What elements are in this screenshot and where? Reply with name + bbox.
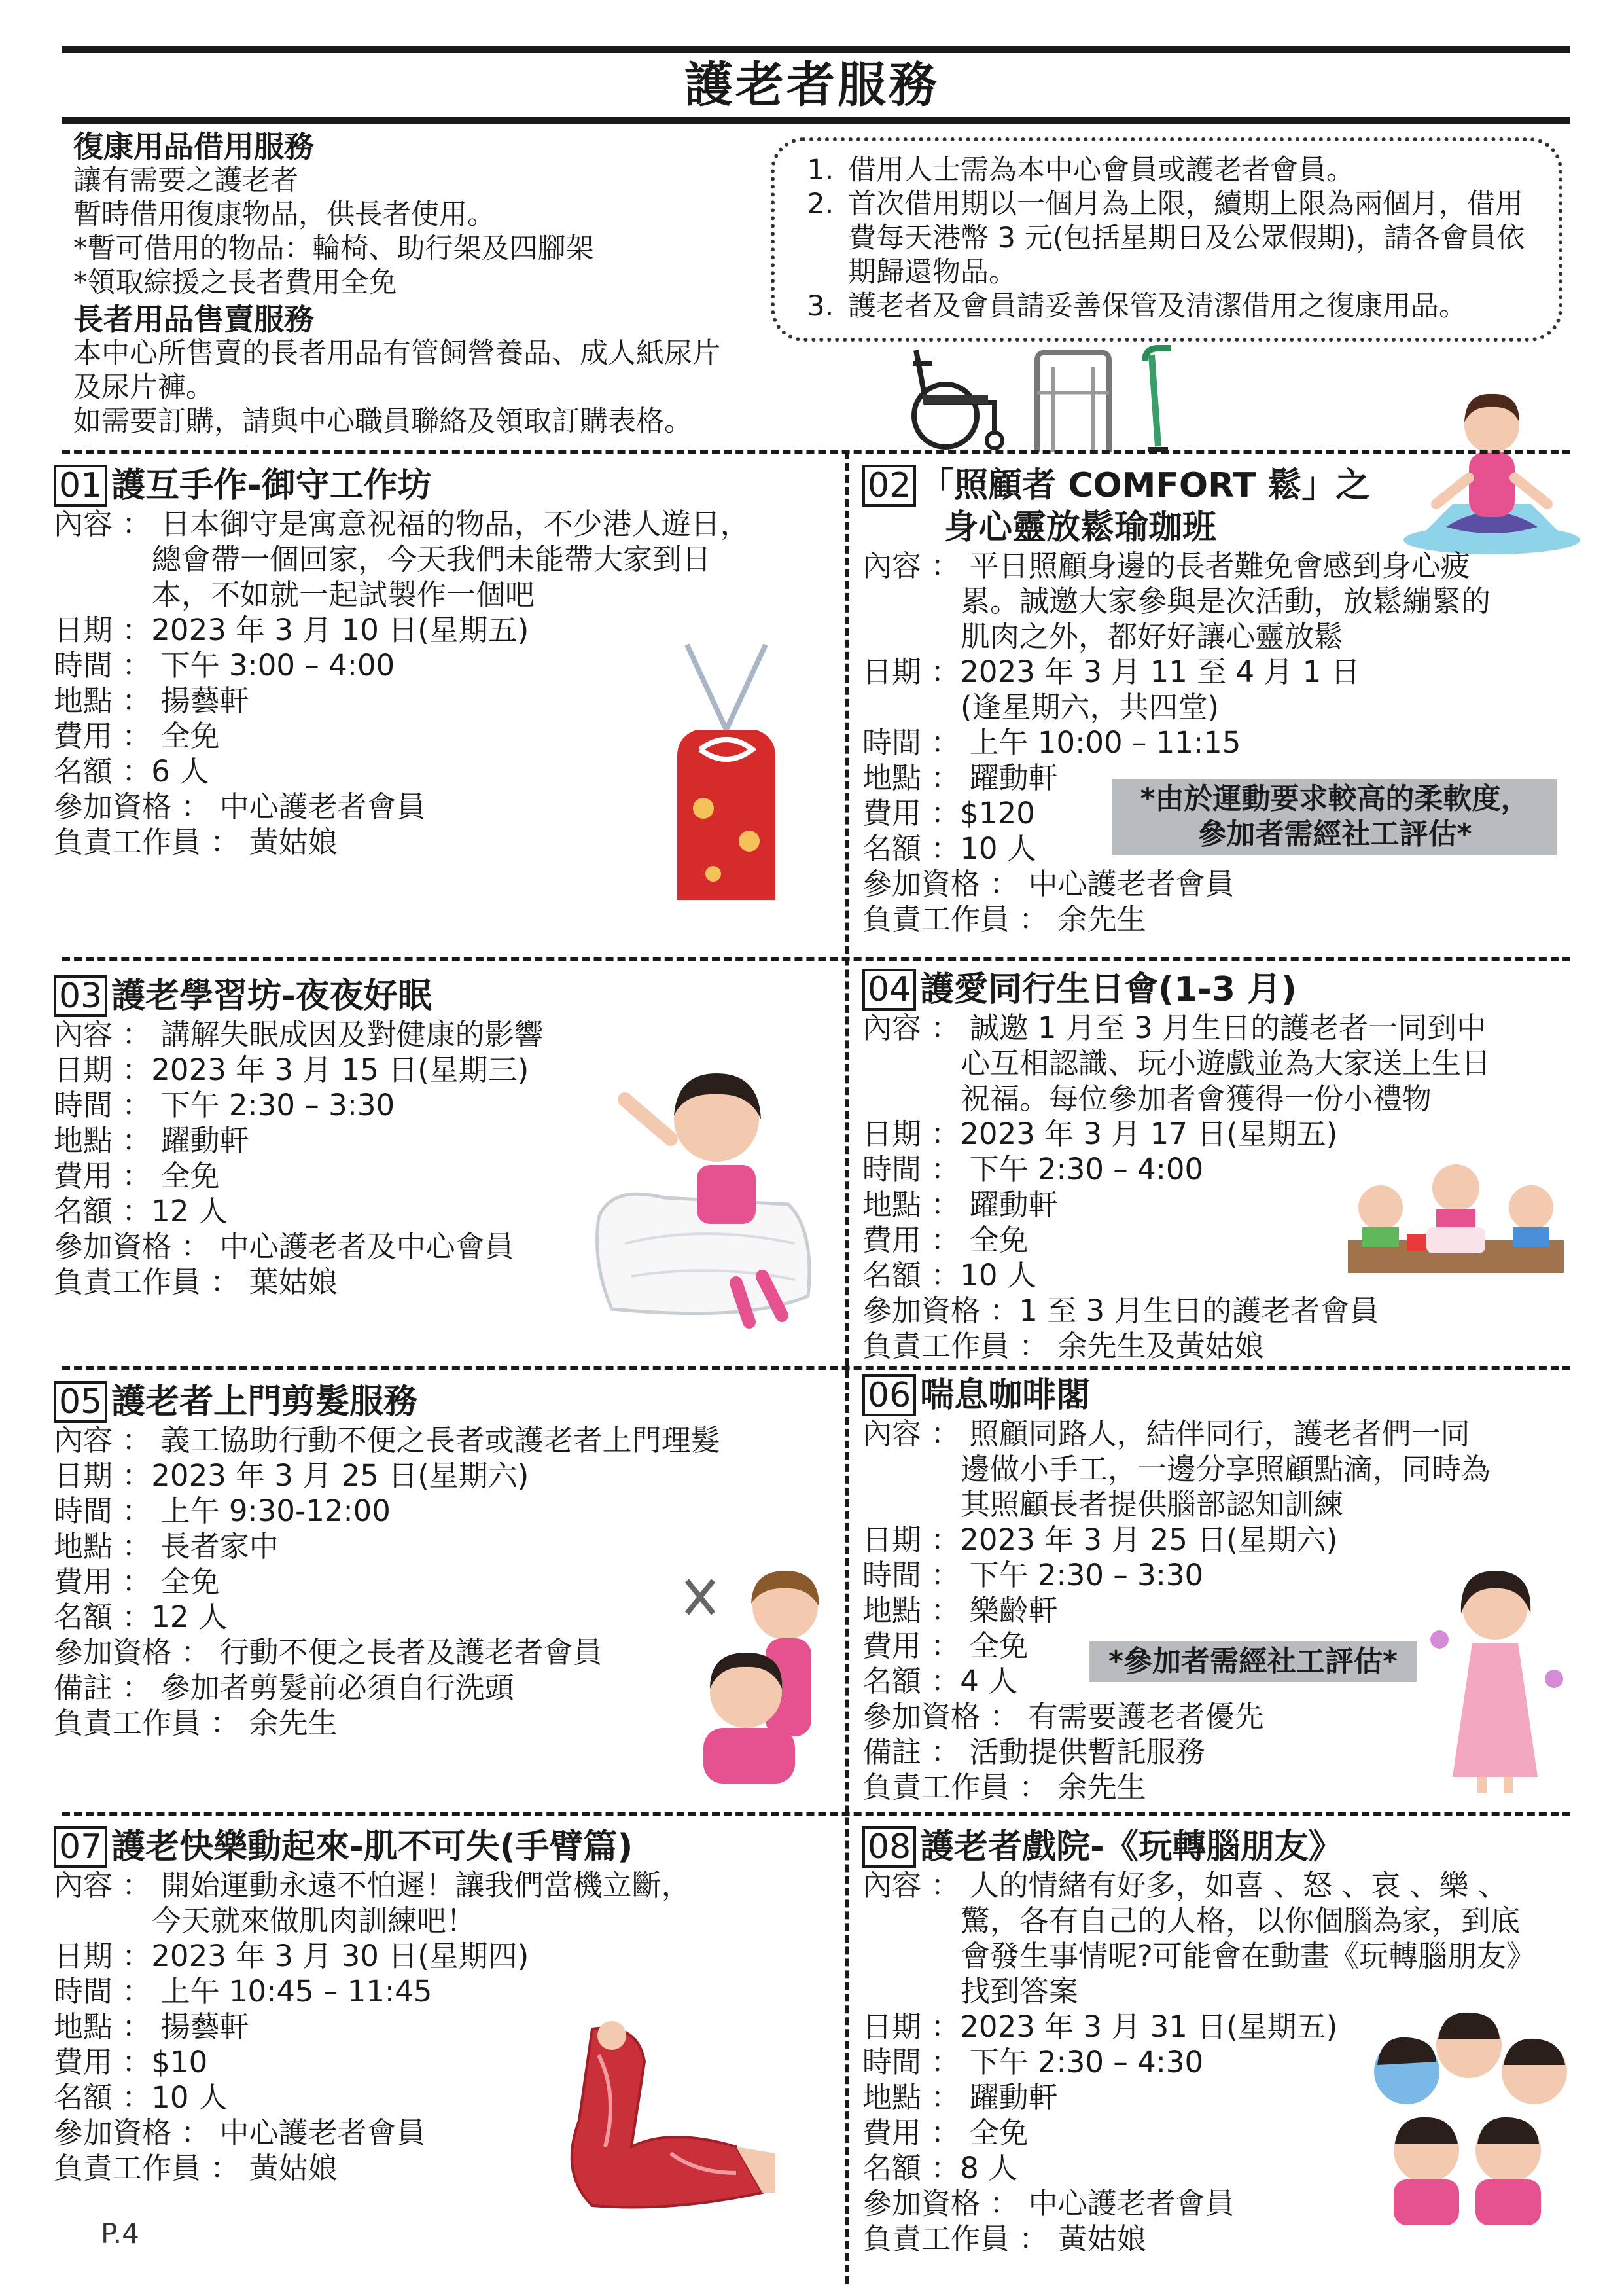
section-row: 內容 ： 義工協助行動不便之長者或護老者上門理髮 bbox=[54, 1423, 720, 1458]
section-row: 內容 ： 開始運動永遠不怕遲！讓我們當機立斷， bbox=[54, 1868, 691, 1903]
section-row: 時間 ： 下午 2:30 – 3:30 bbox=[54, 1088, 395, 1122]
loan-notice-box bbox=[771, 137, 1562, 342]
section-row: 負責工作員 ： 黃姑娘 bbox=[862, 2221, 1146, 2256]
section-row: 總會帶一個回家，今天我們未能帶大家到日 bbox=[152, 542, 712, 577]
section-row: 時間 ： 下午 2:30 – 4:00 bbox=[862, 1152, 1204, 1187]
loan-heading: 復康用品借用服務 bbox=[73, 129, 314, 164]
section-number: 01 bbox=[54, 465, 107, 507]
section-row: 參加資格 ：1 至 3 月生日的護老者會員 bbox=[862, 1293, 1379, 1328]
section-row: 負責工作員 ： 黃姑娘 bbox=[54, 2151, 338, 2185]
section-row: 日期 ：2023 年 3 月 17 日(星期五) bbox=[862, 1117, 1338, 1151]
section-row: 名額 ：10 人 bbox=[862, 831, 1036, 866]
section-row: 日期 ：2023 年 3 月 10 日(星期五) bbox=[54, 613, 529, 647]
wheelchair-icon bbox=[896, 344, 1014, 452]
section-row: 會發生事情呢?可能會在動畫《玩轉腦朋友》 bbox=[961, 1939, 1536, 1973]
section-row: 內容 ： 人的情緒有好多，如喜 、怒 、哀 、樂 、 bbox=[862, 1868, 1508, 1903]
section-number: 03 bbox=[54, 975, 107, 1017]
section-row: 內容 ： 照顧同路人，結伴同行，護老者們一同 bbox=[862, 1416, 1470, 1451]
section-row: 地點 ： 躍動軒 bbox=[862, 761, 1058, 795]
walker-icon bbox=[1024, 347, 1122, 452]
section-row: 時間 ： 上午 10:45 – 11:45 bbox=[54, 1974, 432, 2009]
section-row: 參加資格 ： 中心護老者會員 bbox=[54, 2115, 426, 2150]
section-row: 費用 ：$10 bbox=[54, 2045, 208, 2079]
section-row: 負責工作員 ： 黃姑娘 bbox=[54, 825, 338, 859]
section-title: 03 護老學習坊-夜夜好眠 bbox=[54, 975, 839, 1017]
section-row: 參加資格 ： 中心護老者會員 bbox=[862, 2186, 1235, 2221]
section-row: 負責工作員 ： 葉姑娘 bbox=[54, 1265, 338, 1299]
section-row: 內容 ： 平日照顧身邊的長者難免會感到身心疲 bbox=[862, 548, 1470, 583]
section-title-line2: 身心靈放鬆瑜珈班 bbox=[944, 508, 1217, 547]
section-02 bbox=[862, 465, 1569, 937]
callout-line: *由於運動要求較高的柔軟度， bbox=[1140, 782, 1530, 816]
intro-block bbox=[73, 130, 780, 439]
section-row: 找到答案 bbox=[961, 1974, 1079, 2009]
section-row: 地點 ： 躍動軒 bbox=[862, 1187, 1058, 1222]
section-row: 參加資格 ： 中心護老者會員 bbox=[862, 867, 1235, 901]
section-number: 04 bbox=[862, 969, 916, 1011]
section-row: 地點 ： 躍動軒 bbox=[54, 1123, 249, 1158]
section-number: 08 bbox=[862, 1826, 916, 1868]
section-row: 費用 ：$120 bbox=[862, 796, 1035, 831]
section-row: 名額 ：6 人 bbox=[54, 754, 209, 789]
section-row: 日期 ：2023 年 3 月 15 日(星期三) bbox=[54, 1052, 529, 1087]
section-row: 時間 ： 上午 9:30-12:00 bbox=[54, 1494, 391, 1528]
section-row: 參加資格 ： 有需要護老者優先 bbox=[862, 1699, 1264, 1734]
divider bbox=[62, 957, 1570, 961]
section-row: 名額 ：12 人 bbox=[54, 1194, 228, 1229]
loan-line: 讓有需要之護老者 bbox=[73, 164, 298, 197]
section-row: 日期 ：2023 年 3 月 11 至 4 月 1 日 bbox=[862, 655, 1360, 689]
sale-line: 本中心所售賣的長者用品有管飼營養品、成人紙尿片 bbox=[73, 337, 720, 370]
section-row: 地點 ： 揚藝軒 bbox=[54, 2009, 249, 2044]
section-title: 02 「照顧者 COMFORT 鬆」之 bbox=[862, 465, 1569, 507]
section-row: 費用 ： 全免 bbox=[862, 2115, 1029, 2150]
section-row: 累。誠邀大家參與是次活動，放鬆繃緊的 bbox=[961, 584, 1491, 619]
section-row: 參加資格 ： 行動不便之長者及護老者會員 bbox=[54, 1635, 603, 1670]
page-number: P.4 bbox=[101, 2217, 139, 2250]
loan-line: 暫時借用復康物品，供長者使用。 bbox=[73, 198, 495, 231]
section-row: 祝福。每位參加者會獲得一份小禮物 bbox=[961, 1081, 1432, 1116]
section-row: 日期 ：2023 年 3 月 25 日(星期六) bbox=[862, 1522, 1338, 1557]
notice-item: 3. 護老者及會員請妥善保管及清潔借用之復康用品。 bbox=[843, 289, 1539, 323]
section-row: 驚，各有自己的人格，以你個腦為家，到底 bbox=[961, 1903, 1521, 1938]
header-rule-bottom bbox=[62, 117, 1570, 124]
section-title: 04 護愛同行生日會(1-3 月) bbox=[862, 969, 1569, 1011]
section-row: 負責工作員 ： 余先生 bbox=[862, 1770, 1146, 1804]
section-row: 名額 ：10 人 bbox=[54, 2080, 228, 2115]
column-divider bbox=[845, 452, 849, 2284]
section-row: 肌肉之外，都好好讓心靈放鬆 bbox=[961, 619, 1344, 654]
section-row: 名額 ：10 人 bbox=[862, 1258, 1036, 1293]
section-row: 費用 ： 全免 bbox=[862, 1223, 1029, 1257]
section-row: 時間 ： 下午 2:30 – 3:30 bbox=[862, 1558, 1204, 1592]
lady-icon bbox=[1423, 1561, 1567, 1797]
notice-item: 2. 首次借用期以一個月為上限，續期上限為兩個月，借用費每天港幣 3 元(包括星期日及公眾假期)，請各會員依期歸還物品。 bbox=[843, 187, 1539, 289]
section-row: 負責工作員 ： 余先生 bbox=[862, 902, 1146, 937]
section-row: 參加資格 ： 中心護老者會員 bbox=[54, 789, 426, 824]
section-title: 06 喘息咖啡閣 bbox=[862, 1374, 1569, 1416]
omamori-icon bbox=[661, 638, 792, 906]
section-row: 心互相認識、玩小遊戲並為大家送上生日 bbox=[961, 1046, 1491, 1081]
loan-line: *暫可借用的物品：輪椅、助行架及四腳架 bbox=[73, 232, 594, 265]
section-row: 備註 ： 活動提供暫託服務 bbox=[862, 1734, 1205, 1769]
sale-heading: 長者用品售賣服務 bbox=[73, 302, 314, 337]
notice-item: 1. 借用人士需為本中心會員或護老者會員。 bbox=[843, 153, 1539, 187]
section-row: 名額 ：4 人 bbox=[862, 1664, 1018, 1698]
section-row: 名額 ：12 人 bbox=[54, 1600, 228, 1634]
section-title: 07 護老快樂動起來-肌不可失(手臂篇) bbox=[54, 1826, 839, 1868]
section-number: 05 bbox=[54, 1381, 107, 1423]
divider bbox=[62, 1812, 1570, 1816]
section-row: 日期 ：2023 年 3 月 30 日(星期四) bbox=[54, 1939, 529, 1973]
assessment-callout bbox=[1089, 1641, 1417, 1682]
section-row: 內容 ： 誠邀 1 月至 3 月生日的護老者一同到中 bbox=[862, 1011, 1487, 1045]
sale-line: 及尿片褲。 bbox=[73, 371, 214, 404]
section-number: 06 bbox=[862, 1374, 916, 1416]
section-row: 負責工作員 ： 余先生 bbox=[54, 1706, 338, 1740]
sleeping-icon bbox=[586, 1047, 821, 1335]
section-row: 名額 ：8 人 bbox=[862, 2151, 1018, 2185]
section-row: 地點 ： 揚藝軒 bbox=[54, 683, 249, 718]
section-title: 01 護互手作-御守工作坊 bbox=[54, 465, 839, 507]
section-row: 費用 ： 全免 bbox=[862, 1628, 1029, 1663]
callout-line: *參加者需經社工評估* bbox=[1108, 1645, 1398, 1678]
section-number: 07 bbox=[54, 1826, 107, 1868]
header-rule-top bbox=[62, 46, 1570, 53]
section-row: 日期 ：2023 年 3 月 31 日(星期五) bbox=[862, 2009, 1338, 2044]
section-row: (逢星期六，共四堂) bbox=[961, 690, 1220, 725]
divider bbox=[62, 450, 1570, 454]
section-row: 參加資格 ： 中心護老者及中心會員 bbox=[54, 1229, 514, 1264]
birthday-icon bbox=[1341, 1136, 1570, 1280]
loan-line: *領取綜援之長者費用全免 bbox=[73, 266, 397, 299]
assessment-callout bbox=[1112, 779, 1557, 855]
cane-icon bbox=[1132, 342, 1184, 453]
section-row: 地點 ： 長者家中 bbox=[54, 1529, 279, 1564]
section-row: 內容 ： 日本御守是寓意祝福的物品，不少港人遊日， bbox=[54, 507, 750, 541]
section-number: 02 bbox=[862, 465, 916, 507]
page-title: 護老者服務 bbox=[684, 57, 940, 113]
section-row: 時間 ： 上午 10:00 – 11:15 bbox=[862, 725, 1241, 760]
emotions-icon bbox=[1361, 2000, 1577, 2229]
section-row: 日期 ：2023 年 3 月 25 日(星期六) bbox=[54, 1458, 529, 1493]
section-title: 05 護老者上門剪髮服務 bbox=[54, 1381, 839, 1423]
section-row: 費用 ： 全免 bbox=[54, 719, 220, 753]
section-row: 本，不如就一起試製作一個吧 bbox=[152, 577, 535, 612]
section-row: 負責工作員 ： 余先生及黃姑娘 bbox=[862, 1329, 1264, 1363]
section-row: 邊做小手工，一邊分享照顧點滴，同時為 bbox=[961, 1452, 1491, 1486]
arm-muscle-icon bbox=[540, 2016, 775, 2225]
callout-line: 參加者需經社工評估* bbox=[1197, 817, 1472, 851]
section-row: 時間 ： 下午 2:30 – 4:30 bbox=[862, 2045, 1204, 2079]
section-row: 費用 ： 全免 bbox=[54, 1158, 220, 1193]
section-title: 08 護老者戲院-《玩轉腦朋友》 bbox=[862, 1826, 1569, 1868]
section-row: 費用 ： 全免 bbox=[54, 1564, 220, 1599]
section-row: 地點 ： 樂齡軒 bbox=[862, 1593, 1058, 1628]
divider bbox=[62, 1366, 1570, 1370]
section-row: 時間 ： 下午 3:00 – 4:00 bbox=[54, 648, 395, 683]
section-row: 內容 ： 講解失眠成因及對健康的影響 bbox=[54, 1017, 544, 1052]
sale-line: 如需要訂購，請與中心職員聯絡及領取訂購表格。 bbox=[73, 405, 692, 438]
section-row: 今天就來做肌肉訓練吧！ bbox=[152, 1903, 476, 1938]
section-row: 其照顧長者提供腦部認知訓練 bbox=[961, 1487, 1344, 1522]
section-row: 備註 ： 參加者剪髮前必須自行洗頭 bbox=[54, 1670, 514, 1705]
haircut-icon bbox=[674, 1561, 844, 1784]
section-row: 地點 ： 躍動軒 bbox=[862, 2080, 1058, 2115]
